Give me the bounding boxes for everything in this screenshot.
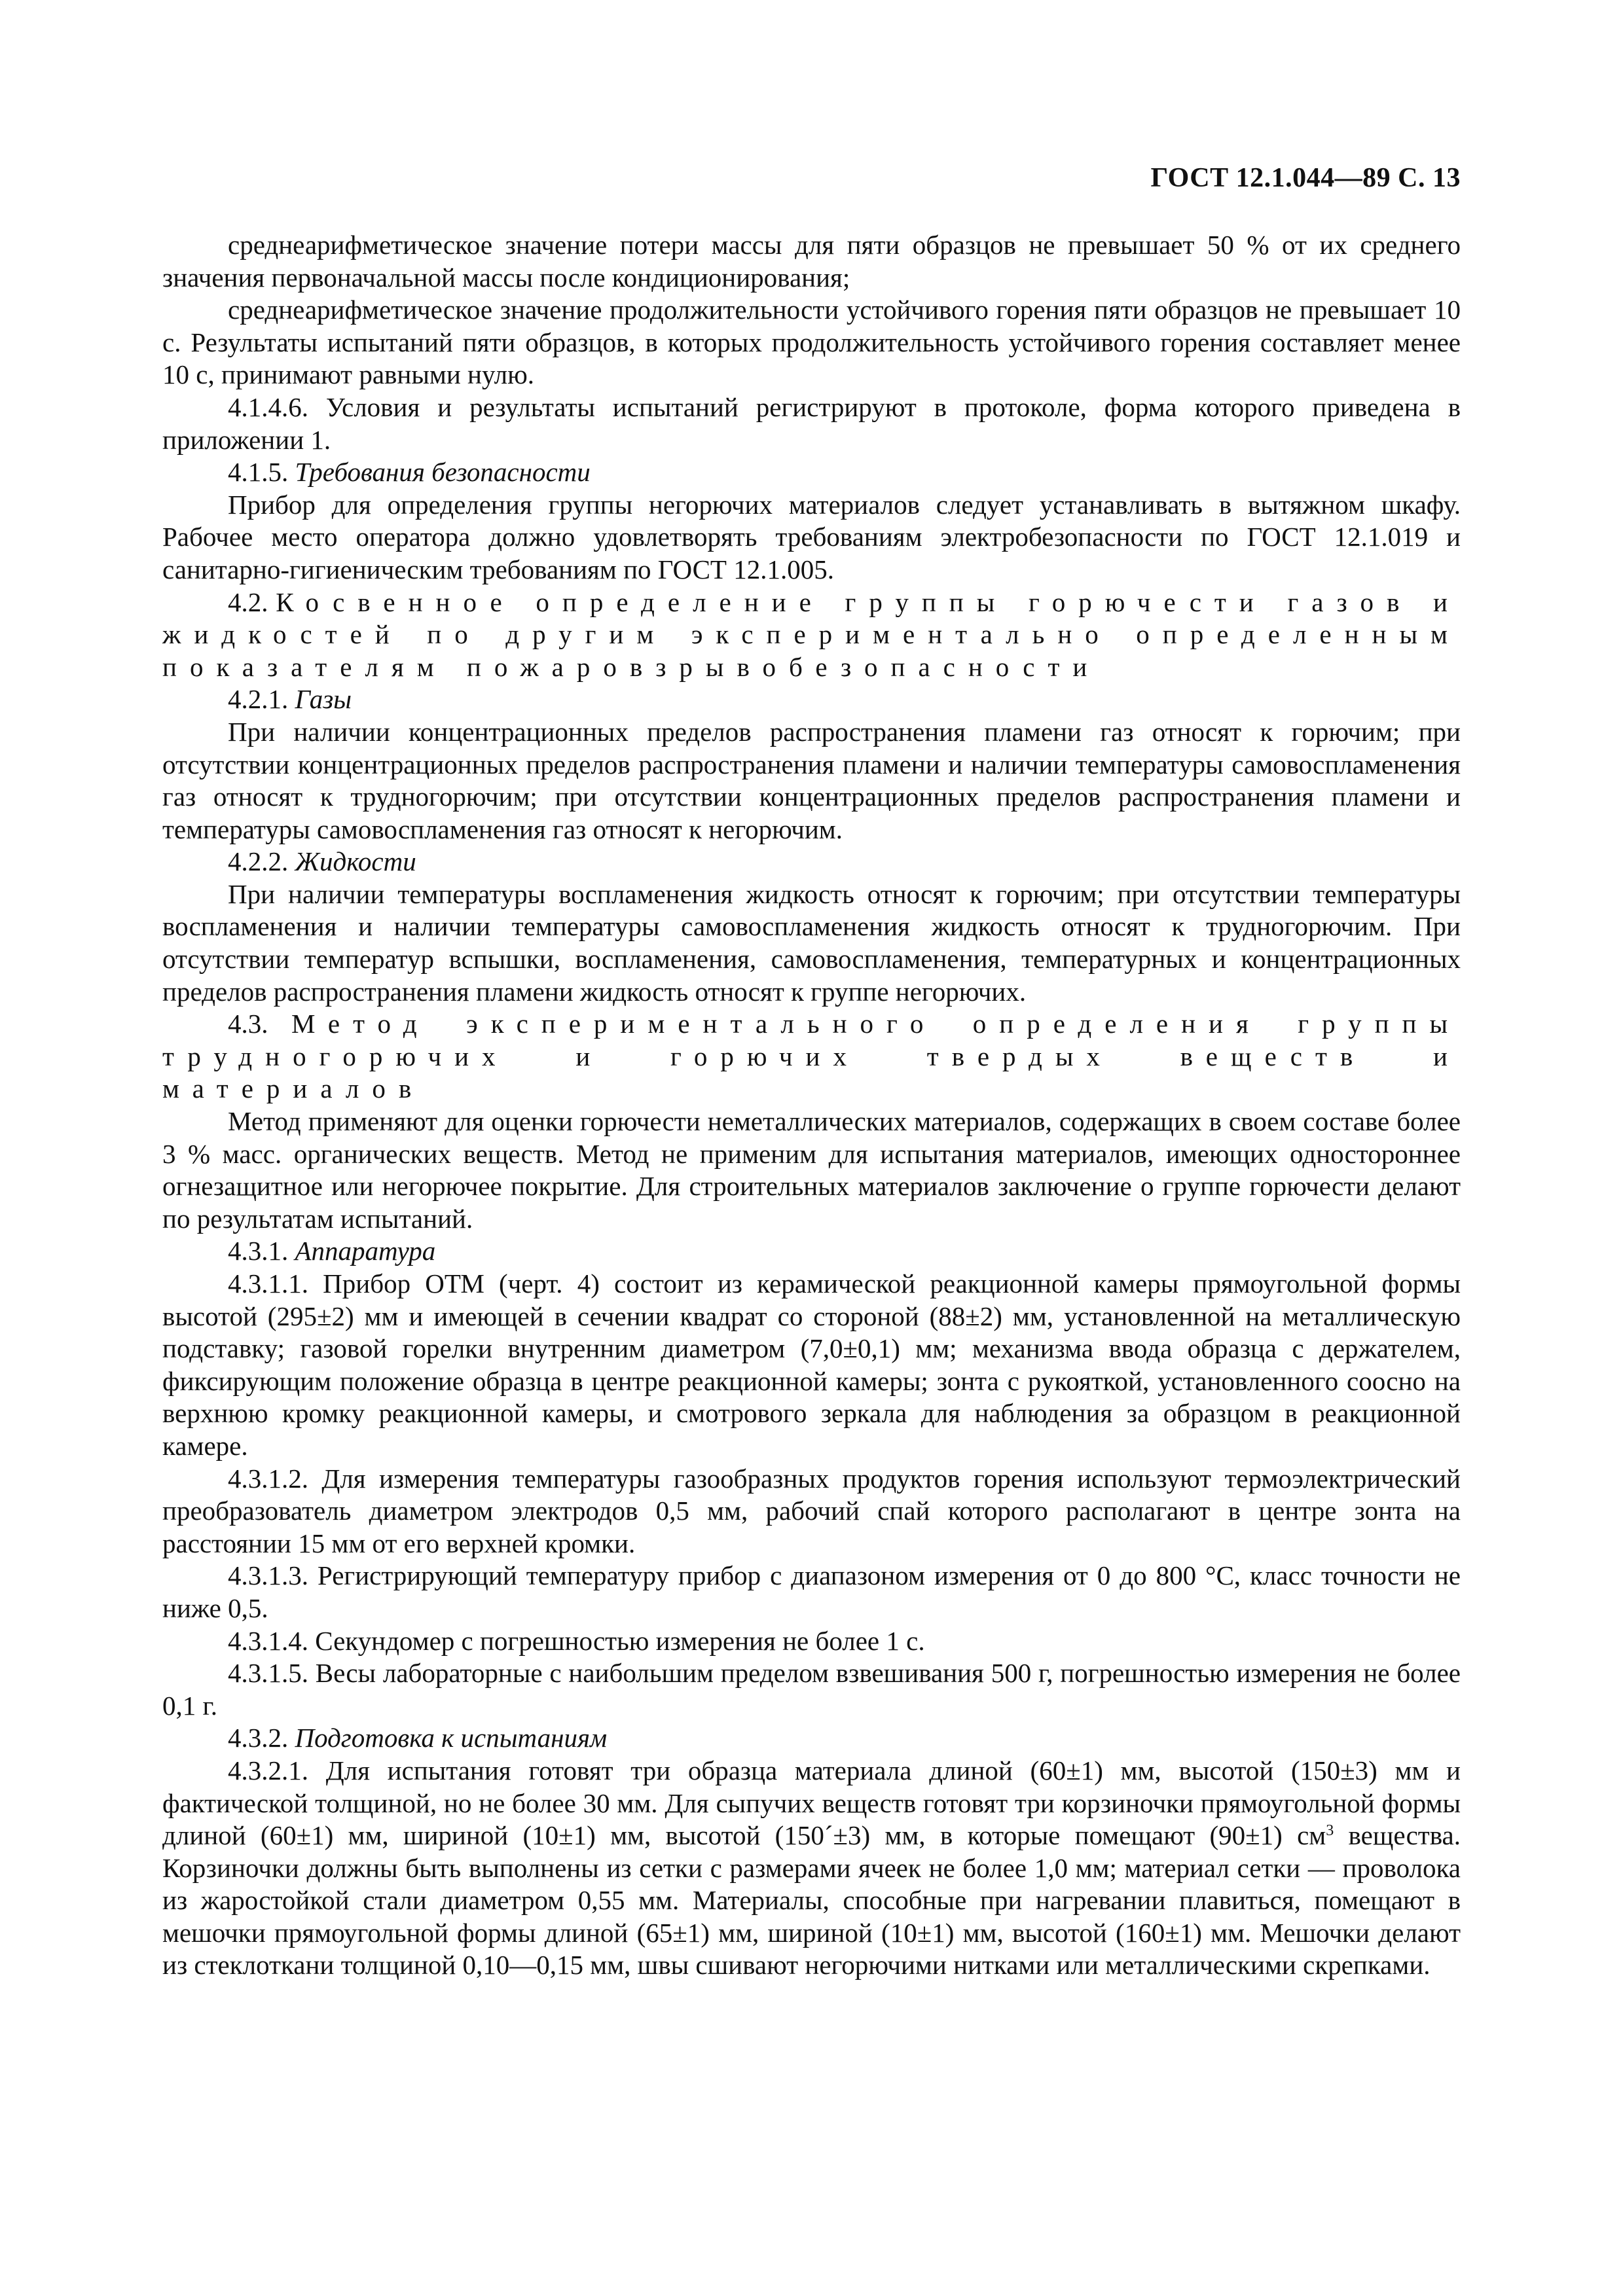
section-number: 4.2. — [228, 586, 268, 617]
section-title: Метод экспериментального определения группы трудногорючих и горючих твердых веществ и материалов — [162, 1009, 1461, 1104]
paragraph: При наличии температуры воспламенения жидкость относят к горючим; при отсутствии температуры воспламенения и наличии температуры самовоспламенения жидкость относят к трудногорючим. При отсутствии температур вспышки, воспламенения, самовоспламенения, температурных и концентрационных пределов распространения пламени жидкость относят к группе негорючих. — [162, 878, 1461, 1007]
paragraph: 4.3.1.3. Регистрирующий температуру прибор с диапазоном измерения от 0 до 800 °С, класс точности не ниже 0,5. — [162, 1560, 1461, 1623]
section-heading — [162, 586, 1461, 684]
paragraph: 4.3.1.5. Весы лабораторные с наибольшим пределом взвешивания 500 г, погрешностью измерения не более 0,1 г. — [162, 1658, 1461, 1721]
section-title: Косвенное определение группы горючести газов и жидкостей по другим экспериментально определенным показателям пожаровзрывобезопасности — [162, 586, 1461, 682]
section-number: 4.3.1. — [228, 1236, 289, 1266]
section-title: Подготовка к испытаниям — [295, 1723, 608, 1753]
section-heading — [162, 1008, 1461, 1105]
section-number: 4.1.5. — [228, 457, 289, 488]
section-number: 4.3. — [228, 1009, 268, 1039]
section-title: Газы — [295, 684, 352, 715]
page-header: ГОСТ 12.1.044—89 С. 13 — [1150, 163, 1461, 193]
paragraph: Прибор для определения группы негорючих материалов следует устанавливать в вытяжном шкафу. Рабочее место оператора должно удовлетворять требованиям электробезопасности по ГОСТ 12.1.019 и санитарно-гигиеническим требованиям по ГОСТ 12.1.005. — [162, 489, 1461, 584]
document-body — [162, 229, 1461, 1982]
paragraph: среднеарифметическое значение потери массы для пяти образцов не превышает 50 % от их среднего значения первоначальной массы после кондиционирования; — [162, 230, 1461, 293]
section-number: 4.2.1. — [228, 684, 289, 715]
paragraph-text: вещества. Корзиночки должны быть выполнены из сетки с размерами ячеек не более 1,0 мм; материал сетки — проволока из жаростойкой стали диаметром 0,55 мм. Материалы, способные при нагревании плавиться, помещают в мешочки прямоугольной формы длиной (65±1) мм, шириной (10±1) мм, высотой (160±1) мм. Мешочки делают из стеклоткани толщиной 0,10—0,15 мм, швы сшивают негорючими нитками или металлическими скрепками. — [162, 1820, 1461, 1981]
paragraph: среднеарифметическое значение продолжительности устойчивого горения пяти образцов не превышает 10 с. Результаты испытаний пяти образцов, в которых продолжительность устойчивого горения составляет менее 10 с, принимают равными нулю. — [162, 295, 1461, 390]
paragraph: 4.3.1.4. Секундомер с погрешностью измерения не более 1 с. — [228, 1625, 925, 1656]
section-title: Аппаратура — [295, 1236, 436, 1266]
section-heading — [162, 456, 1461, 489]
superscript: 3 — [1326, 1822, 1334, 1840]
section-heading — [162, 846, 1461, 878]
paragraph: 4.1.4.6. Условия и результаты испытаний регистрируют в протоколе, форма которого приведена в приложении 1. — [162, 391, 1461, 455]
paragraph: Метод применяют для оценки горючести неметаллических материалов, содержащих в своем составе более 3 % масс. органических веществ. Метод не применим для испытания материалов, имеющих одностороннее огнезащитное или негорючее покрытие. Для строительных материалов заключение о группе горючести делают по результатам испытаний. — [162, 1106, 1461, 1234]
section-heading — [162, 1722, 1461, 1755]
section-heading — [162, 683, 1461, 716]
section-heading — [162, 1235, 1461, 1268]
paragraph — [162, 1755, 1461, 1982]
section-title: Жидкости — [295, 846, 416, 877]
paragraph: 4.3.1.1. Прибор ОТМ (черт. 4) состоит из керамической реакционной камеры прямоугольной формы высотой (295±2) мм и имеющей в сечении квадрат со стороной (88±2) мм, установленной на металлическую подставку; газовой горелки внутренним диаметром (7,0±0,1) мм; механизма ввода образца с держателем, фиксирующим положение образца в центре реакционной камеры; зонта с рукояткой, установленного соосно на верхнюю кромку реакционной камеры, и смотрового зеркала для наблюдения за образцом в реакционной камере. — [162, 1268, 1461, 1461]
section-number: 4.3.2. — [228, 1723, 289, 1753]
paragraph: При наличии концентрационных пределов распространения пламени газ относят к горючим; при отсутствии концентрационных пределов распространения пламени и наличии температуры самовоспламенения газ относят к трудногорючим; при отсутствии концентрационных пределов распространения пламени и температуры самовоспламенения газ относят к негорючим. — [162, 716, 1461, 844]
section-number: 4.2.2. — [228, 846, 289, 877]
section-title: Требования безопасности — [295, 457, 591, 488]
paragraph-text: 4.3.2.1. Для испытания готовят три образца материала длиной (60±1) мм, высотой (150±3) мм и фактической толщиной, но не более 30 мм. Для сыпучих веществ готовят три корзиночки прямоугольной формы длиной (60±1) мм, шириной (10±1) мм, высотой (150´±3) мм, в которые помещают (90±1) см — [162, 1755, 1461, 1851]
paragraph: 4.3.1.2. Для измерения температуры газообразных продуктов горения используют термоэлектрический преобразователь диаметром электродов 0,5 мм, рабочий спай которого располагают в центре зонта на расстоянии 15 мм от его верхней кромки. — [162, 1463, 1461, 1558]
